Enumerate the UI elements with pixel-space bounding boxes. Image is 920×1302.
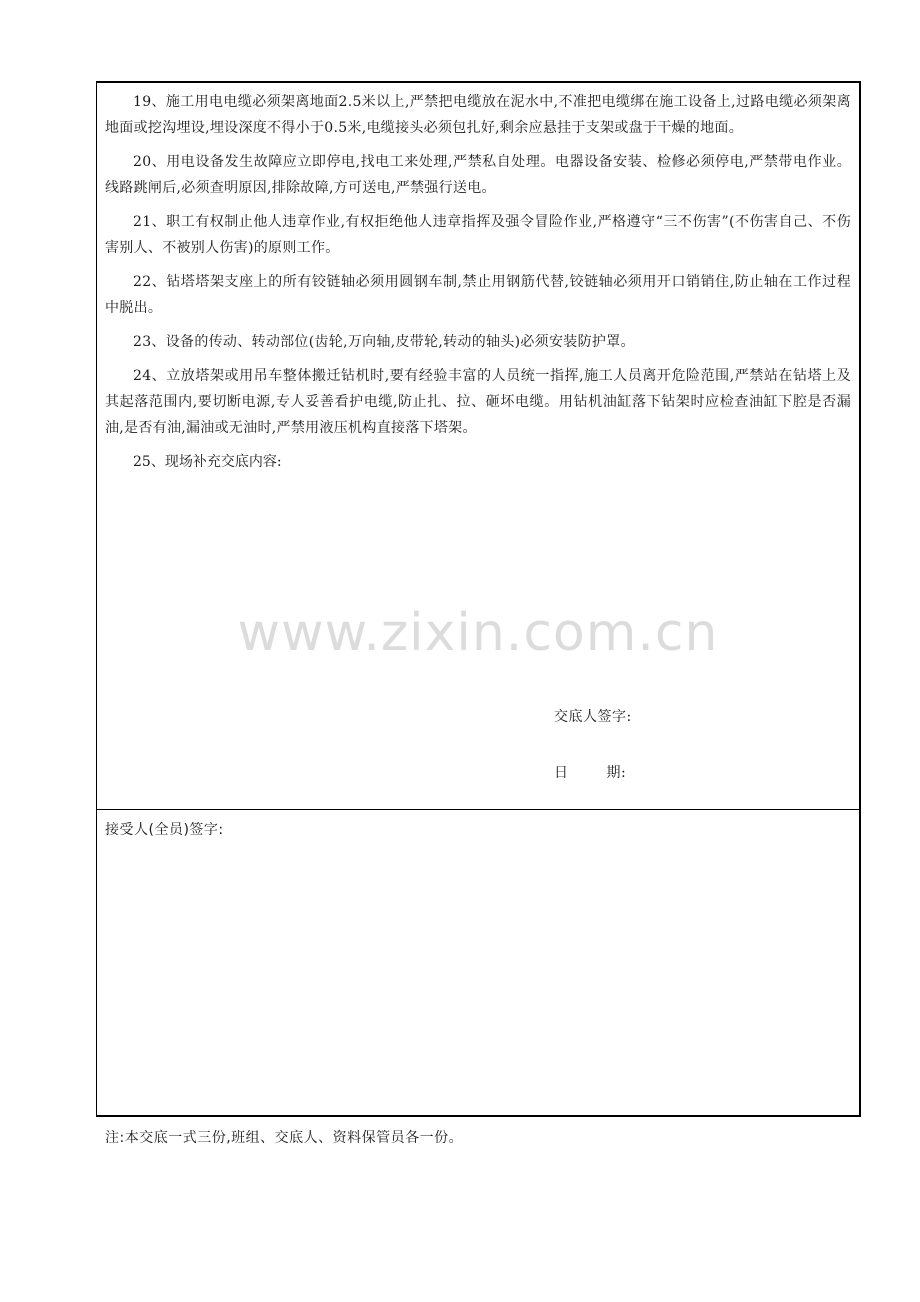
signer-signature-label: 交底人签字: xyxy=(554,709,632,725)
receiver-signature-label: 接受人(全员)签字: xyxy=(105,822,224,838)
date-label-second: 期: xyxy=(606,765,627,781)
clause-22: 22、钻塔塔架支座上的所有铰链轴必须用圆钢车制,禁止用钢筋代替,铰链轴必须用开口销销住,防止轴在工作过程中脱出。 xyxy=(105,274,851,316)
clause-21: 21、职工有权制止他人违章作业,有权拒绝他人违章指挥及强令冒险作业,严格遵守“三不伤害”(不伤害自己、不伤害别人、不被别人伤害)的原则工作。 xyxy=(105,214,851,256)
footnote: 注:本交底一式三份,班组、交底人、资料保管员各一份。 xyxy=(105,1130,464,1146)
supplement-label: 25、现场补充交底内容: xyxy=(133,454,282,470)
clause-23: 23、设备的传动、转动部位(齿轮,万向轴,皮带轮,转动的轴头)必须安装防护罩。 xyxy=(133,334,635,350)
disclosure-form-table xyxy=(96,81,861,1117)
date-label xyxy=(554,762,626,782)
date-label-first: 日 xyxy=(554,765,569,781)
receiver-cell xyxy=(97,810,859,1115)
clause-19: 19、施工用电电缆必须架离地面2.5米以上,严禁把电缆放在泥水中,不准把电缆绑在施工设备上,过路电缆必须架离地面或挖沟埋设,埋设深度不得小于0.5米,电缆接头必须包扎好,剩余应悬挂于支架或盘于干燥的地面。 xyxy=(105,94,851,136)
content-cell xyxy=(97,83,859,810)
clause-list xyxy=(105,89,851,475)
clause-24: 24、立放塔架或用吊车整体搬迁钻机时,要有经验丰富的人员统一指挥,施工人员离开危险范围,严禁站在钻塔上及其起落范围内,要切断电源,专人妥善看护电缆,防止扎、拉、砸坏电缆。用钻机油缸落下钻架时应检查油缸下腔是否漏油,是否有油,漏油或无油时,严禁用液压机构直接落下塔架。 xyxy=(105,368,851,436)
site-watermark: www.zixin.com.cn xyxy=(237,603,719,663)
clause-20: 20、用电设备发生故障应立即停电,找电工来处理,严禁私自处理。电器设备安装、检修必须停电,严禁带电作业。线路跳闸后,必须查明原因,排除故障,方可送电,严禁强行送电。 xyxy=(105,154,851,196)
